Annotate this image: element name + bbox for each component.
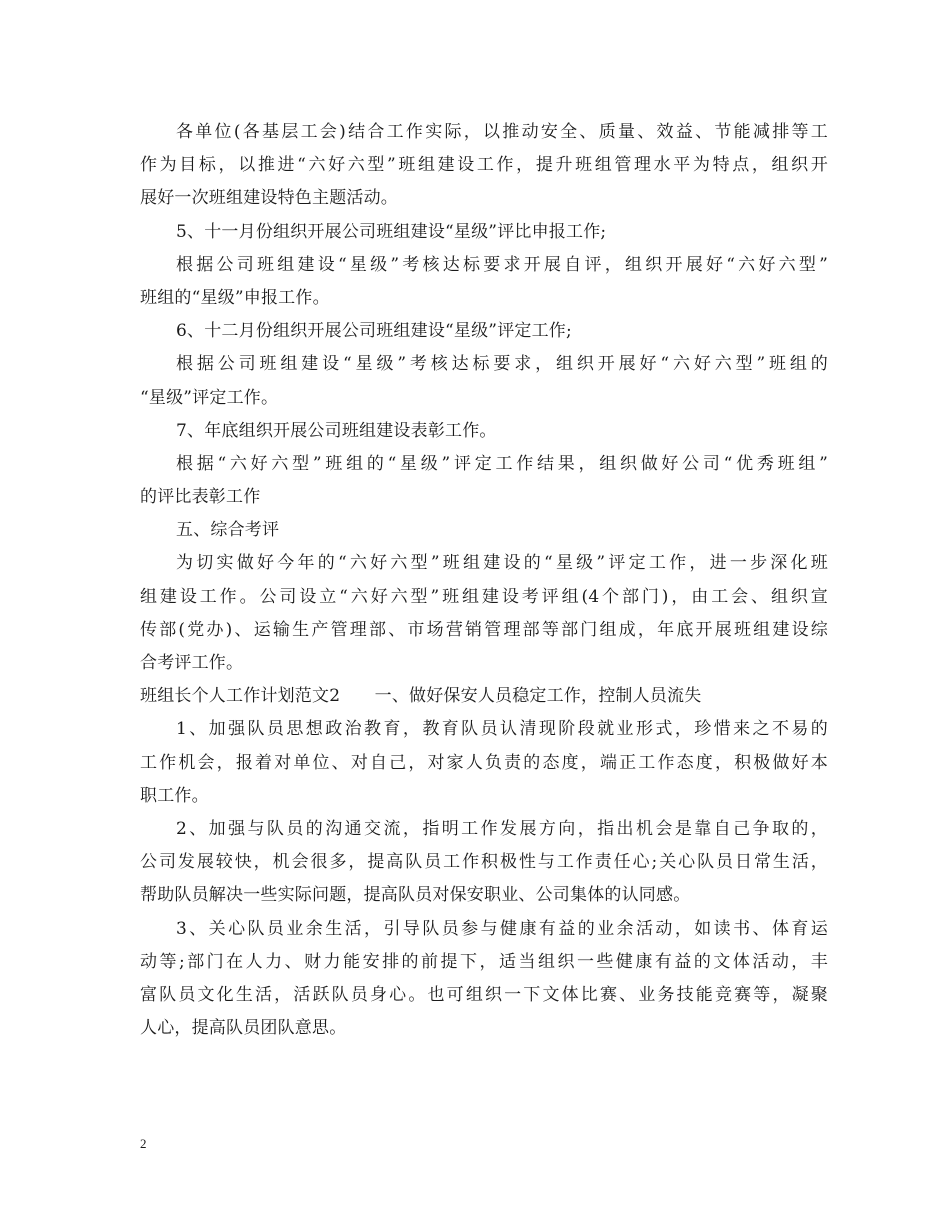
text-line: 根据“六好六型”班组的“星级”评定工作结果，组织做好公司“优秀班组” [176, 453, 828, 474]
text-line: 合考评工作。 [140, 653, 244, 673]
text-line: 帮助队员解决一些实际问题，提高队员对保安职业、公司集体的认同感。 [140, 885, 691, 906]
text-line: 班组长个人工作计划范文2 一、做好保安人员稳定工作，控制人员流失 [140, 686, 702, 707]
text-line: 工作机会，报着对单位、对自己，对家人负责的态度，端正工作态度，积极做好本 [140, 752, 828, 773]
text-line: 展好一次班组建设特色主题活动。 [140, 188, 398, 209]
text-line: 组建设工作。公司设立“六好六型”班组建设考评组(4个部门)，由工会、组织宣 [140, 586, 828, 607]
text-line: 动等;部门在人力、财力能安排的前提下，适当组织一些健康有益的文体活动，丰 [140, 951, 828, 972]
text-line: 富队员文化生活，活跃队员身心。也可组织一下文体比赛、业务技能竞赛等，凝聚 [140, 984, 828, 1005]
text-line: 为切实做好今年的“六好六型”班组建设的“星级”评定工作，进一步深化班 [176, 553, 828, 574]
text-line: 五、综合考评 [176, 520, 280, 541]
text-line: 班组的“星级”申报工作。 [140, 287, 330, 308]
text-line: “星级”评定工作。 [140, 387, 279, 408]
text-line: 公司发展较快，机会很多，提高队员工作积极性与工作责任心;关心队员日常生活， [140, 852, 828, 873]
text-line: 职工作。 [140, 785, 209, 806]
text-line: 的评比表彰工作 [140, 487, 261, 508]
page-number: 2 [140, 1136, 147, 1151]
text-line: 3、关心队员业余生活，引导队员参与健康有益的业余活动，如读书、体育运 [176, 918, 828, 939]
text-line: 2、加强与队员的沟通交流，指明工作发展方向，指出机会是靠自己争取的， [176, 818, 828, 839]
document-body [140, 116, 828, 1045]
text-line: 人心，提高队员团队意思。 [140, 1018, 347, 1039]
text-line: 各单位(各基层工会)结合工作实际，以推动安全、质量、效益、节能减排等工 [176, 122, 828, 142]
text-line: 传部(党办)、运输生产管理部、市场营销管理部等部门组成，年底开展班组建设综 [140, 619, 828, 640]
text-line: 作为目标，以推进“六好六型”班组建设工作，提升班组管理水平为特点，组织开 [140, 155, 828, 176]
text-line: 根据公司班组建设“星级”考核达标要求，组织开展好“六好六型”班组的 [176, 354, 828, 375]
text-line: 5、十一月份组织开展公司班组建设“星级”评比申报工作; [176, 221, 607, 242]
text-line: 根据公司班组建设“星级”考核达标要求开展自评，组织开展好“六好六型” [176, 254, 828, 275]
text-line: 7、年底组织开展公司班组建设表彰工作。 [176, 420, 497, 441]
text-line: 1、加强队员思想政治教育，教育队员认清现阶段就业形式，珍惜来之不易的 [176, 719, 828, 740]
text-line: 6、十二月份组织开展公司班组建设“星级”评定工作; [176, 321, 572, 342]
